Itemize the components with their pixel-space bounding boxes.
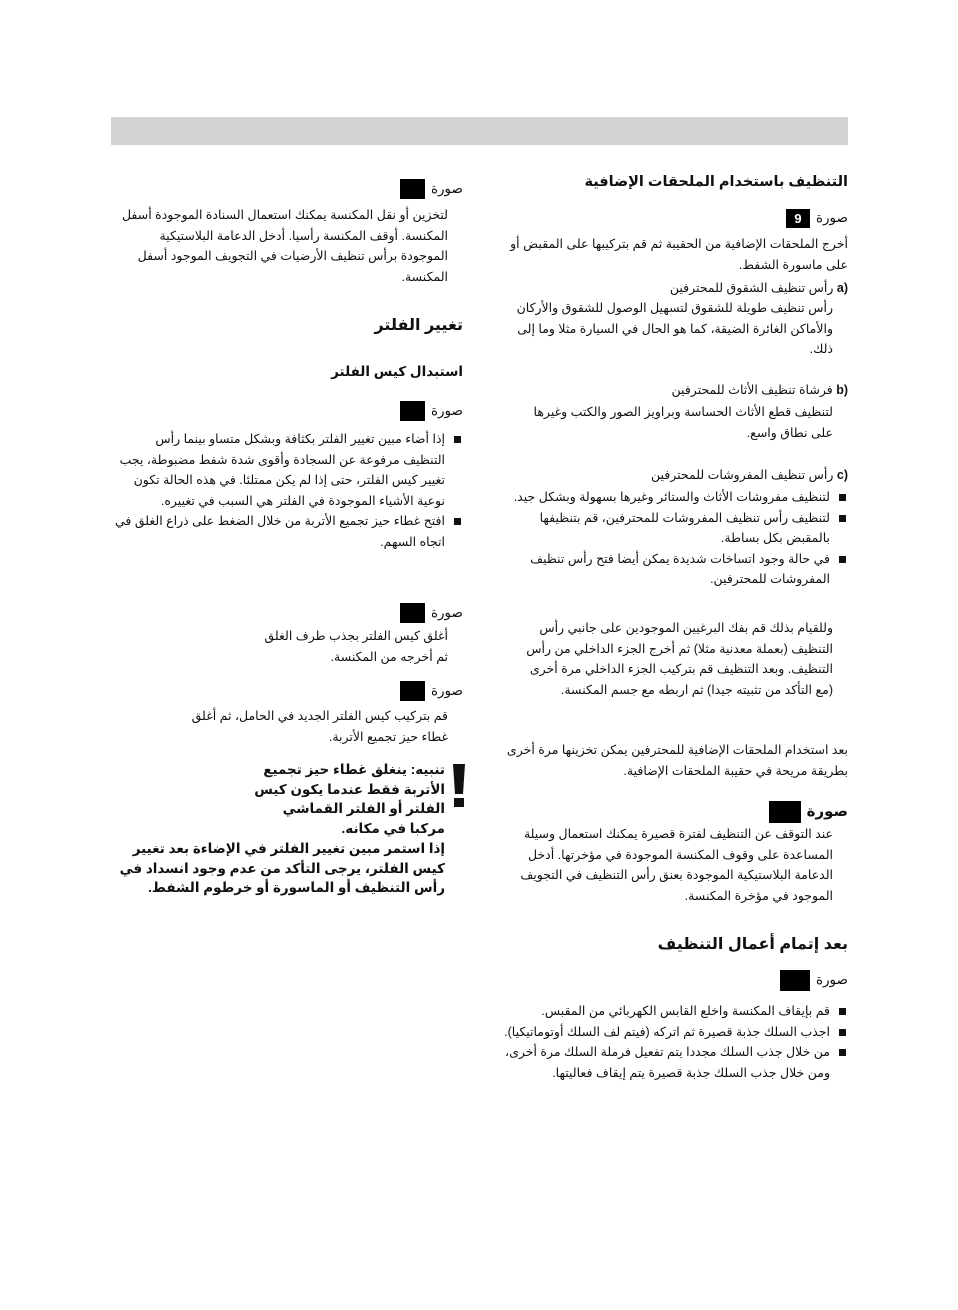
figure-label-text: صورة: [430, 683, 463, 698]
figure-label-text: صورة: [430, 181, 463, 196]
item-title: رأس تنظيف المفروشات للمحترفين: [650, 468, 834, 482]
figure-number-badge: [400, 179, 425, 199]
list-item: من خلال جذب السلك مجددا يتم تفعيل فرملة السلك مرة أخرى، ومن خلال جذب السلك جذبة قصيرة يتم إيقاف فعاليتها.: [503, 1042, 848, 1083]
figure-label: [400, 681, 463, 702]
item-marker: a): [836, 281, 848, 295]
warning-text: تنبيه: ينغلق غطاء حيز تجميع الأتربة فقط عندما يكون كيس الفلتر أو الفلتر القماشي مركبا في مكانه.: [254, 762, 445, 836]
figure-number-badge: 9: [786, 209, 810, 228]
figure-label-text: صورة: [430, 403, 463, 418]
item-marker: b): [836, 383, 848, 397]
item-c-bullets: [513, 487, 848, 590]
filter-bullets: [113, 429, 463, 552]
figure-label: [400, 603, 463, 624]
item-c-text: وللقيام بذلك قم بفك البرغيين الموجودين على جانبي رأس التنظيف (بعملة معدنية مثلا) ثم أخرج الجزء الداخلي من رأس التنظيف. وبعد التنظيف قم بتركيب الجزء الداخلي مرة أخرى (مع التأكد من تثبيته جيدا) ثم اربطه مع جسم المكنسة.: [526, 621, 833, 697]
list-item: افتح غطاء حيز تجميع الأتربة من خلال الضغط على ذراع الغلق في اتجاه السهم.: [113, 511, 463, 552]
section-title-accessories: التنظيف باستخدام الملحقات الإضافية: [584, 174, 848, 190]
list-item: لتنظيف رأس تنظيف المفروشات للمحترفين، قم بتنظيفها بالمقبض بكل بساطة.: [513, 508, 848, 549]
figure-number-badge: [769, 801, 801, 823]
close-bag-paragraph: أغلق كيس الفلتر بجذب طرف الغلق ثم أخرجه من المكنسة.: [264, 629, 448, 664]
figure-label-text: صورة: [815, 210, 848, 225]
figure-number-badge: [400, 603, 425, 623]
figure-number-badge: [780, 970, 810, 991]
section-title-after-cleaning: بعد إتمام أعمال التنظيف: [657, 936, 848, 953]
list-item: إذا أضاء مبين تغيير الفلتر بكثافة وبشكل متساو بينما رأس التنظيف مرفوعة عن السجادة وأقوى شدة شفط مضبوطة، يجب تغيير كيس الفلتر، حتى إذا لم يكن ممتلئا. في هذه الحالة تكون نوعية الأشياء الموجودة في الفلتر هي السبب في تغييره.: [113, 429, 463, 511]
warning-text-filter-indicator: إذا استمر مبين تغيير الفلتر في الإضاءة بعد تغيير كيس الفلتر، يرجى التأكد من عدم وجود انسداد في رأس التنظيف أو الماسورة أو خرطوم الشفط.: [119, 841, 445, 895]
pause-paragraph: عند التوقف عن التنظيف لفترة قصيرة يمكنك استعمال وسيلة المساعدة على وقوف المكنسة الموجودة في مؤخرتها. أدخل الدعامة البلاستيكية الموجودة بعنق رأس التنظيف في التجويف الموجود في مؤخرة المكنسة.: [520, 827, 833, 903]
list-item: قم بإيقاف المكنسة واخلع القابس الكهربائي من المقبس.: [503, 1001, 848, 1022]
item-a-heading: [503, 278, 848, 299]
figure-label: [769, 801, 848, 823]
transport-paragraph: لتخزين أو نقل المكنسة يمكنك استعمال السنادة الموجودة أسفل المكنسة. أوقف المكنسة رأسيا. أدخل الدعامة البلاستيكية الموجودة برأس تنظيف الأرضيات في التجويف الموجود أسفل المكنسة.: [121, 208, 448, 284]
figure-label-text: صورة: [430, 605, 463, 620]
list-item: في حالة وجود اتساخات شديدة يمكن أيضا فتح رأس تنظيف المفروشات للمحترفين.: [513, 549, 848, 590]
list-item: لتنظيف مفروشات الأثاث والستائر وغيرها بسهولة وبشكل جيد.: [513, 487, 848, 508]
figure-label: [400, 179, 463, 200]
item-title: فرشاة تنظيف الأثاث للمحترفين: [671, 383, 833, 397]
item-b-heading: [503, 380, 848, 401]
figure-label-text: صورة: [806, 802, 848, 820]
item-marker: c): [836, 468, 848, 482]
section-title-filter: تغيير الفلتر: [374, 317, 463, 334]
item-b-text: لتنظيف قطع الأثاث الحساسة وبراويز الصور والكتب وغيرها على نطاق واسع.: [533, 405, 833, 440]
item-c-heading: [503, 465, 848, 486]
figure-number-badge: [400, 681, 425, 701]
figure-label: [780, 970, 848, 991]
subsection-title-filter-bag: استبدال كيس الفلتر: [331, 364, 463, 379]
insert-bag-paragraph: قم بتركيب كيس الفلتر الجديد في الحامل، ثم أغلق غطاء حيز تجميع الأتربة.: [191, 709, 448, 744]
figure-label: [786, 208, 848, 229]
list-item: اجذب السلك جذبة قصيرة ثم اتركه (فيتم لف السلك أوتوماتيكيا).: [503, 1022, 848, 1043]
exclamation-icon: [452, 764, 466, 808]
storage-paragraph: بعد استخدام الملحقات الإضافية للمحترفين يمكن تخزينها مرة أخرى بطريقة مريحة في حقيبة الملحقات الإضافية.: [506, 743, 848, 778]
header-bar: [111, 117, 848, 145]
figure-label: [400, 401, 463, 422]
figure-label-text: صورة: [815, 972, 848, 988]
item-title: رأس تنظيف الشقوق للمحترفين: [669, 281, 834, 295]
item-a-text: رأس تنظيف طويلة للشقوق لتسهيل الوصول للشقوق والأركان والأماكن الغائرة الضيقة، كما هو الحال في السيارة مثلا وما إلى ذلك.: [516, 301, 833, 356]
after-cleaning-bullets: [503, 1001, 848, 1083]
intro-paragraph: أخرج الملحقات الإضافية من الحقيبة ثم قم بتركيبها على المقبض أو على ماسورة الشفط.: [510, 237, 848, 272]
figure-number-badge: [400, 401, 425, 421]
